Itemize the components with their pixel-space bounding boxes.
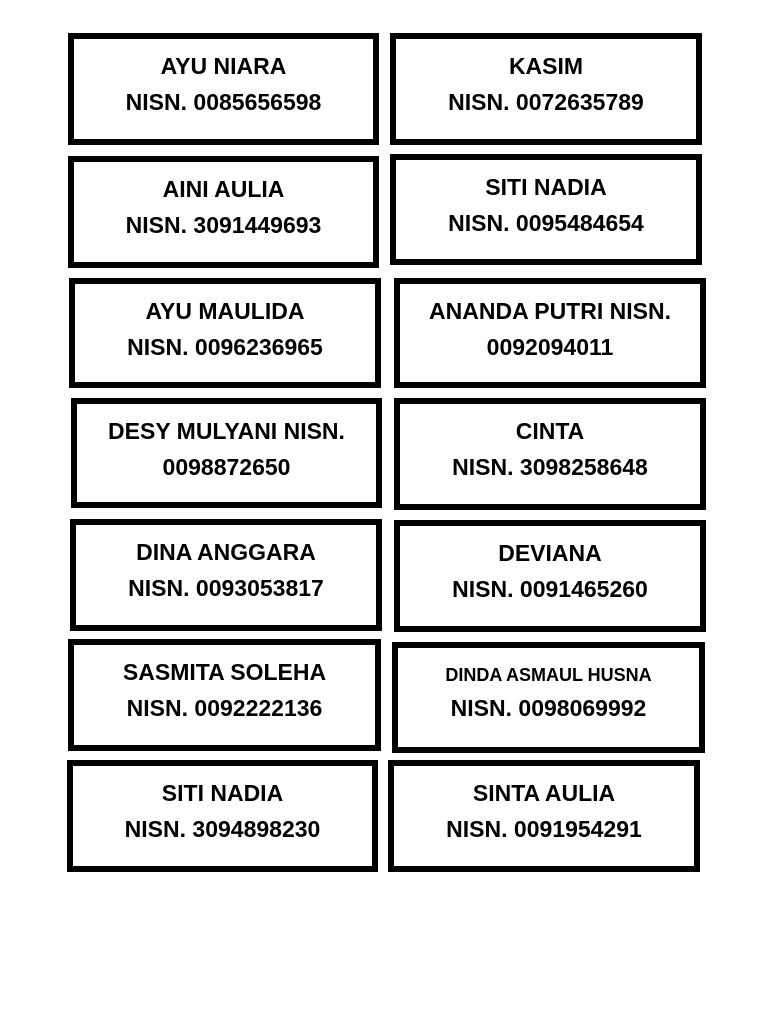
name-label-card [70, 519, 382, 631]
name-label-card [69, 278, 381, 388]
student-nisn: NISN. 0092222136 [126, 695, 323, 721]
student-name: AYU MAULIDA [145, 298, 305, 324]
name-label-card [68, 156, 379, 268]
name-label-card [68, 639, 381, 751]
student-name: SITI NADIA [485, 174, 607, 200]
student-name: DINA ANGGARA [136, 539, 316, 565]
student-name: AINI AULIA [162, 176, 285, 202]
name-label-card [394, 520, 706, 632]
name-label-card [394, 398, 706, 510]
student-nisn: NISN. 0085656598 [125, 89, 322, 115]
student-nisn: NISN. 3098258648 [452, 454, 648, 480]
student-nisn: NISN. 3094898230 [124, 816, 321, 842]
name-label-card [67, 760, 378, 872]
name-label-card [392, 642, 705, 753]
student-name: DINDA ASMAUL HUSNA [445, 665, 652, 685]
student-name: SITI NADIA [161, 780, 284, 806]
student-nisn: NISN. 0095484654 [448, 210, 644, 236]
student-nisn: NISN. 0072635789 [448, 89, 644, 115]
student-name: KASIM [508, 53, 584, 79]
student-name: SASMITA SOLEHA [122, 659, 327, 685]
name-label-card [390, 33, 702, 145]
student-name: ANANDA PUTRI NISN. [429, 298, 671, 324]
student-nisn: NISN. 0093053817 [128, 575, 324, 601]
student-nisn: 0092094011 [486, 334, 614, 360]
student-name: AYU NIARA [160, 53, 287, 79]
student-nisn: 0098872650 [162, 454, 291, 480]
name-label-card [68, 33, 379, 145]
student-nisn: NISN. 0098069992 [450, 695, 647, 721]
name-label-card [388, 760, 700, 872]
student-name: CINTA [515, 418, 585, 444]
student-nisn: NISN. 3091449693 [125, 212, 322, 238]
name-label-card [390, 154, 702, 265]
student-nisn: NISN. 0096236965 [127, 334, 323, 360]
name-label-card [394, 278, 706, 388]
student-nisn: NISN. 0091954291 [446, 816, 642, 842]
student-name: DEVIANA [498, 540, 602, 566]
student-name: DESY MULYANI NISN. [108, 418, 345, 444]
student-nisn: NISN. 0091465260 [452, 576, 648, 602]
name-label-card [71, 398, 382, 508]
student-name: SINTA AULIA [472, 780, 616, 806]
